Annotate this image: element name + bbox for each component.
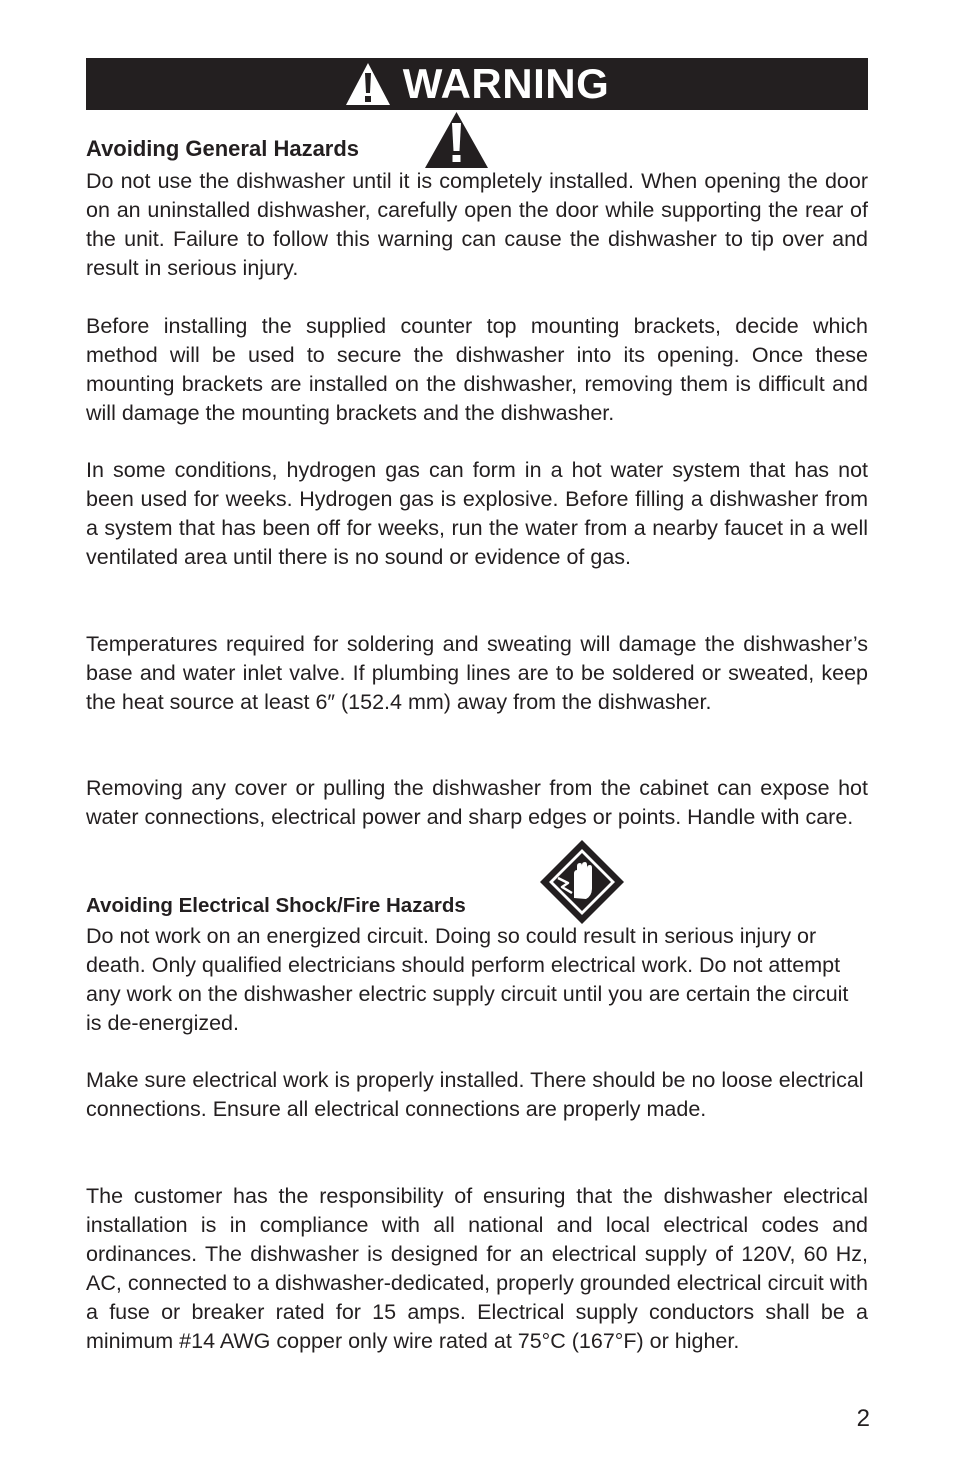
banner-title: WARNING	[402, 60, 610, 107]
paragraph-mounting-brackets: Before installing the supplied counter top mounting brackets, decide which method will be used to secure the dishwasher into its opening. Once these mounting brackets are installed on the dishwasher, removing them is difficult and will damage the mounting brackets and the dishwasher.	[86, 314, 868, 425]
paragraph-hydrogen-gas: In some conditions, hydrogen gas can form in a hot water system that has not been used for weeks. Hydrogen gas is explosive. Before filling a dishwasher from a system that has been off for weeks, run the water from a nearby faucet in a well ventilated area until there is no sound or evidence of gas.	[86, 458, 868, 569]
warning-triangle-icon	[425, 112, 488, 168]
section-title-general-hazards: Avoiding General Hazards	[86, 136, 360, 161]
electrical-shock-hazard-icon	[538, 838, 626, 926]
paragraph-tip-over-warning: Do not use the dishwasher until it is completely installed. When opening the door on an uninstalled dishwasher, carefully open the door while supporting the rear of the unit. Failure to follow this warning can cause the dishwasher to tip over and result in serious injury.	[86, 169, 868, 280]
paragraph-soldering-temperatures: Temperatures required for soldering and sweating will damage the dishwasher’s base and water inlet valve. If plumbing lines are to be soldered or sweated, keep the heat source at least 6″ (152.4 mm) away from the dishwasher.	[86, 632, 868, 714]
paragraph-electrical-codes: The customer has the responsibility of ensuring that the dishwasher electrical installation is in compliance with all national and local electrical codes and ordinances. The dishwasher is designed for an electrical supply of 120V, 60 Hz, AC, connected to a dishwasher-dedicated, properly grounded electrical circuit with a fuse or breaker rated for 15 amps. Electrical supply conductors shall be a minimum #14 AWG copper only wire rated at 75°C (167°F) or higher.	[86, 1184, 868, 1353]
section-title-electrical-hazards: Avoiding Electrical Shock/Fire Hazards	[86, 894, 466, 917]
paragraph-electrical-connections: Make sure electrical work is properly installed. There should be no loose electrical connections. Ensure all electrical connections are properly made.	[86, 1068, 864, 1121]
warning-triangle-icon	[345, 62, 391, 106]
warning-banner	[86, 58, 868, 110]
paragraph-removing-cover: Removing any cover or pulling the dishwasher from the cabinet can expose hot water connections, electrical power and sharp edges or points. Handle with care.	[86, 776, 868, 829]
page-number: 2	[856, 1405, 870, 1432]
paragraph-energized-circuit: Do not work on an energized circuit. Doing so could result in serious injury or death. Only qualified electricians should perform electrical work. Do not attempt any work on the dishwasher electric supply circuit until you are certain the circuit is de-energized.	[86, 924, 849, 1035]
